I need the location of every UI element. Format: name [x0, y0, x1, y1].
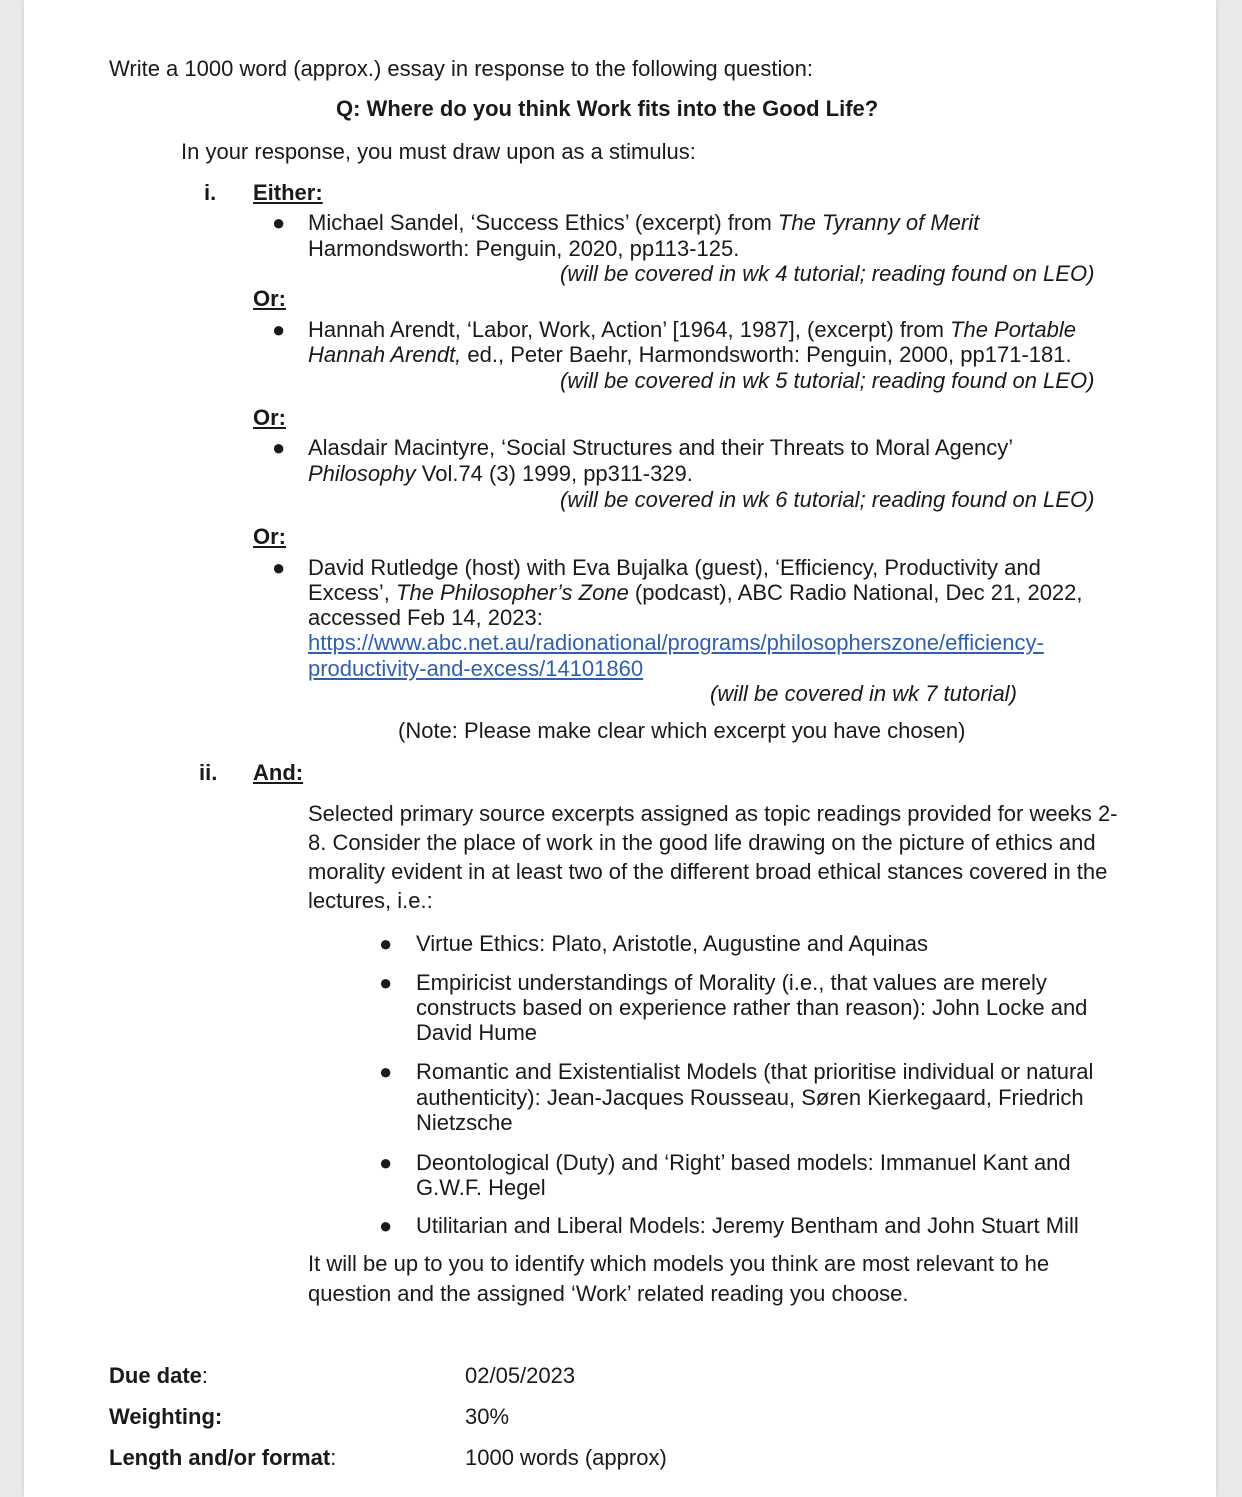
closing-line-1: It will be up to you to identify which models you think are most relevant to he [308, 1251, 1050, 1276]
closing-line-2: question and the assigned ‘Work’ related reading you choose. [308, 1281, 909, 1306]
bullet-icon: ● [379, 970, 393, 995]
paragraph-line-3: morality evident in at least two of the different broad ethical stances covered in the [308, 859, 1108, 884]
stance-2-line-3: David Hume [416, 1020, 538, 1045]
option-1-line-1: Michael Sandel, ‘Success Ethics’ (excerpt) from The Tyranny of Merit [308, 210, 980, 235]
bullet-icon: ● [379, 1150, 393, 1175]
bullet-icon: ● [272, 317, 286, 342]
paragraph-line-2: 8. Consider the place of work in the good life drawing on the picture of ethics and [308, 830, 1096, 855]
section-ii-numeral: ii. [199, 760, 218, 785]
length-format-label: Length and/or format: [109, 1445, 337, 1470]
stance-3-line-3: Nietzsche [416, 1110, 513, 1135]
stance-2-line-1: Empiricist understandings of Morality (i.e., that values are merely [416, 970, 1047, 995]
stance-3-line-2: authenticity): Jean-Jacques Rousseau, Søren Kierkegaard, Friedrich [416, 1085, 1084, 1110]
document-page [24, 0, 1216, 1497]
stance-4-line-2: G.W.F. Hegel [416, 1175, 546, 1200]
stimulus-intro: In your response, you must draw upon as a stimulus: [181, 139, 696, 164]
bullet-icon: ● [272, 555, 286, 580]
bullet-icon: ● [272, 435, 286, 460]
option-2-line-1: Hannah Arendt, ‘Labor, Work, Action’ [1964, 1987], (excerpt) from The Portable [308, 317, 1076, 342]
paragraph-line-1: Selected primary source excerpts assigned as topic readings provided for weeks 2- [308, 801, 1118, 826]
section-i-heading: Either: [253, 180, 323, 205]
length-format-value: 1000 words (approx) [465, 1445, 667, 1470]
option-4-note: (will be covered in wk 7 tutorial) [710, 681, 1017, 706]
option-2-note: (will be covered in wk 5 tutorial; reading found on LEO) [560, 368, 1095, 393]
stance-5: Utilitarian and Liberal Models: Jeremy Bentham and John Stuart Mill [416, 1213, 1079, 1238]
or-label: Or: [253, 405, 286, 430]
option-4-line-3: accessed Feb 14, 2023: [308, 605, 543, 630]
section-i-numeral: i. [204, 180, 217, 205]
due-date-label: Due date: [109, 1363, 209, 1388]
stance-2-line-2: constructs based on experience rather than reason): John Locke and [416, 995, 1088, 1020]
option-4-line-1: David Rutledge (host) with Eva Bujalka (guest), ‘Efficiency, Productivity and [308, 555, 1041, 580]
stance-3-line-1: Romantic and Existentialist Models (that prioritise individual or natural [416, 1059, 1094, 1084]
option-1-line-2: Harmondsworth: Penguin, 2020, pp113-125. [308, 236, 740, 261]
or-label: Or: [253, 524, 286, 549]
stance-4-line-1: Deontological (Duty) and ‘Right’ based models: Immanuel Kant and [416, 1150, 1071, 1175]
bullet-icon: ● [379, 1059, 393, 1084]
or-label: Or: [253, 286, 286, 311]
option-2-line-2: Hannah Arendt, ed., Peter Baehr, Harmondsworth: Penguin, 2000, pp171-181. [308, 342, 1072, 367]
bullet-icon: ● [379, 931, 393, 956]
section-ii-heading: And: [253, 760, 304, 785]
question-heading: Q: Where do you think Work fits into the Good Life? [336, 96, 879, 121]
paragraph-line-4: lectures, i.e.: [308, 888, 433, 913]
choice-note: (Note: Please make clear which excerpt you have chosen) [398, 718, 966, 743]
option-3-line-1: Alasdair Macintyre, ‘Social Structures and their Threats to Moral Agency’ [308, 435, 1014, 460]
podcast-link-line-1[interactable]: https://www.abc.net.au/radionational/programs/philosopherszone/efficiency- [308, 630, 1044, 655]
option-1-note: (will be covered in wk 4 tutorial; reading found on LEO) [560, 261, 1095, 286]
intro-text: Write a 1000 word (approx.) essay in response to the following question: [109, 56, 813, 81]
option-3-note: (will be covered in wk 6 tutorial; reading found on LEO) [560, 487, 1095, 512]
bullet-icon: ● [272, 210, 286, 235]
due-date-value: 02/05/2023 [465, 1363, 576, 1388]
podcast-link-line-2[interactable]: productivity-and-excess/14101860 [308, 656, 644, 681]
weighting-value: 30% [465, 1404, 510, 1429]
option-4-line-2: Excess’, The Philosopher’s Zone (podcast), ABC Radio National, Dec 21, 2022, [308, 580, 1083, 605]
bullet-icon: ● [379, 1213, 393, 1238]
stance-1: Virtue Ethics: Plato, Aristotle, Augustine and Aquinas [416, 931, 929, 956]
option-3-line-2: Philosophy Vol.74 (3) 1999, pp311-329. [308, 461, 693, 486]
weighting-label: Weighting: [109, 1404, 223, 1429]
